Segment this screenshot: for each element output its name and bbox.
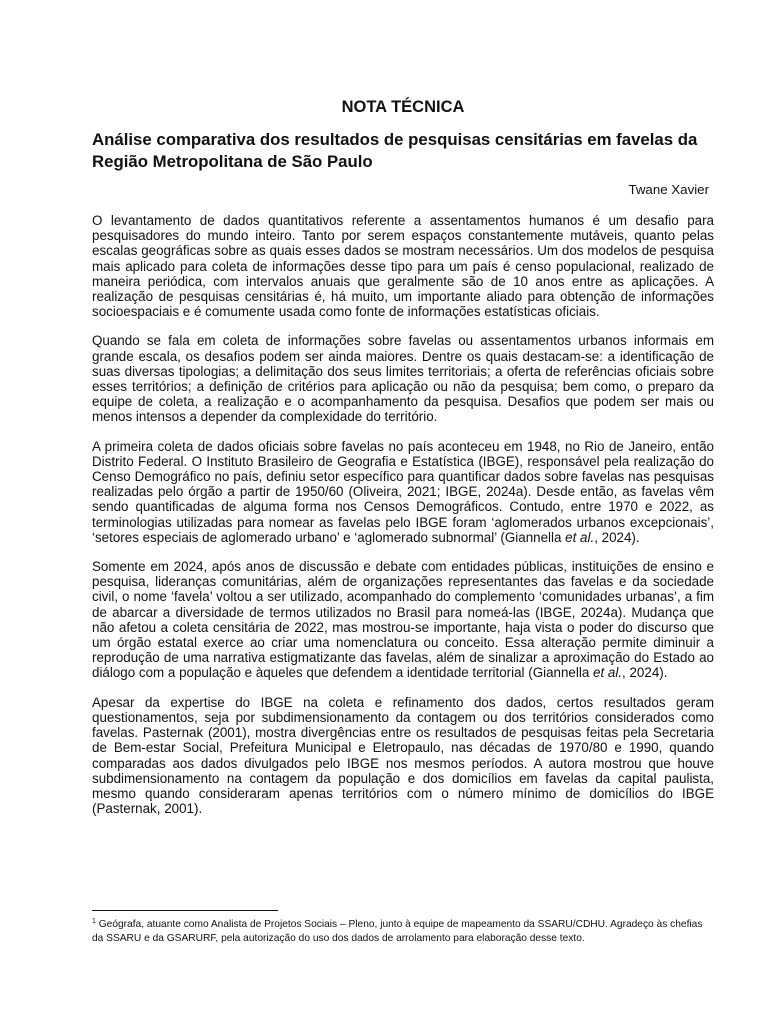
paragraph-3 (92, 439, 714, 545)
document-body (92, 96, 714, 830)
paragraph-3-italic: et al. (565, 529, 595, 545)
paragraph-3-text-end: , 2024). (594, 529, 640, 545)
paragraph-3-text: A primeira coleta de dados oficiais sobre favelas no país aconteceu em 1948, no Rio de Janeiro, então Distrito Federal. O Instituto Brasileiro de Geografia e Estatística (IBGE), responsável pela realização do Censo Demográfico no país, definiu setor específico para quantificar dados sobre favelas nas pesquisas realizadas pelo órgão a partir de 1950/60 (Oliveira, 2021; IBGE, 2024a). Desde então, as favelas vêm sendo quantificadas de alguma forma nos Censos Demográficos. Contudo, entre 1970 e 2022, as terminologias utilizadas para nomear as favelas pelo IBGE foram ‘aglomerados urbanos excepcionais’, ‘setores especiais de aglomerado urbano’ e ‘aglomerado subnormal’ (Giannella (92, 438, 714, 545)
paragraph-4-text-end: , 2024). (622, 665, 668, 681)
author-name: Twane Xavier (628, 182, 709, 197)
footnote (92, 918, 714, 946)
footnote-divider (92, 910, 278, 911)
paragraph-4-text: Somente em 2024, após anos de discussão e debate com entidades públicas, instituições de ensino e pesquisa, lideranças comunitárias, além de organizações representantes das favelas e da sociedade civil, o nome ‘favela’ voltou a ser utilizado, acompanhado do complemento ‘comunidades urbanas’, a fim de abarcar a diversidade de termos utilizados no Brasil para nomeá-las (IBGE, 2024a). Mudança que não afetou a coleta censitária de 2022, mas mostrou-se importante, haja vista o poder do discurso que um órgão estatal exerce ao criar uma nomenclatura ou conceito. Essa alteração permite diminuir a reprodução de uma narrativa estigmatizante das favelas, além de sinalizar a aproximação do Estado ao diálogo com a população e àqueles que defendem a identidade territorial (Giannella (92, 559, 714, 681)
footnote-marker: 1 (92, 918, 96, 925)
paragraph-4-italic: et al. (593, 665, 623, 681)
document-label: NOTA TÉCNICA (341, 98, 465, 116)
paragraph-2: Quando se fala em coleta de informações sobre favelas ou assentamentos urbanos informais em grande escala, os desafios podem ser ainda maiores. Dentre os quais destacam-se: a identificação de suas diversas tipologias; a delimitação dos seus limites territoriais; a oferta de referências oficiais sobre esses territórios; a definição de critérios para aplicação ou não da pesquisa; bem como, o preparo da equipe de coleta, a realização e o acompanhamento da pesquisa. Desafios que podem ser mais ou menos intensos a depender da complexidade do território. (92, 333, 714, 425)
paragraph-4 (92, 559, 714, 681)
paragraph-1: O levantamento de dados quantitativos referente a assentamentos humanos é um desafio para pesquisadores do mundo inteiro. Tanto por serem espaços constantemente mutáveis, quanto pelas escalas geográficas sobre as quais esses dados se mostram necessários. Um dos modelos de pesquisa mais aplicado para coleta de informações desse tipo para um país é censo populacional, realizado de maneira periódica, com intervalos anuais que geralmente são de 10 anos entre as aplicações. A realização de pesquisas censitárias é, há muito, um importante aliado para obtenção de informações socioespaciais e é comumente usada como fonte de informações estatísticas oficiais. (92, 213, 714, 320)
paragraph-5: Apesar da expertise do IBGE na coleta e refinamento dos dados, certos resultados geram questionamentos, seja por subdimensionamento da contagem ou dos territórios considerados como favelas. Pasternak (2001), mostra divergências entre os resultados de pesquisas feitas pela Secretaria de Bem-estar Social, Prefeitura Municipal e Eletropaulo, nas décadas de 1970/80 e 1990, quando comparadas aos dados divulgados pelo IBGE nos mesmos períodos. A autora mostrou que houve subdimensionamento na contagem da população e dos domicílios em favelas da capital paulista, mesmo quando consideraram apenas territórios com o número mínimo de domicílios do IBGE (Pasternak, 2001). (92, 694, 714, 817)
footnote-text: Geógrafa, atuante como Analista de Projetos Sociais – Pleno, junto à equipe de mapeamento da SSARU/CDHU. Agradeço às chefias da SSARU e da GSARURF, pela autorização do uso dos dados de arrolamento para elaboração desse texto. (92, 919, 703, 944)
document-title: Análise comparativa dos resultados de pesquisas censitárias em favelas da Região Metropolitana de São Paulo (92, 130, 698, 171)
